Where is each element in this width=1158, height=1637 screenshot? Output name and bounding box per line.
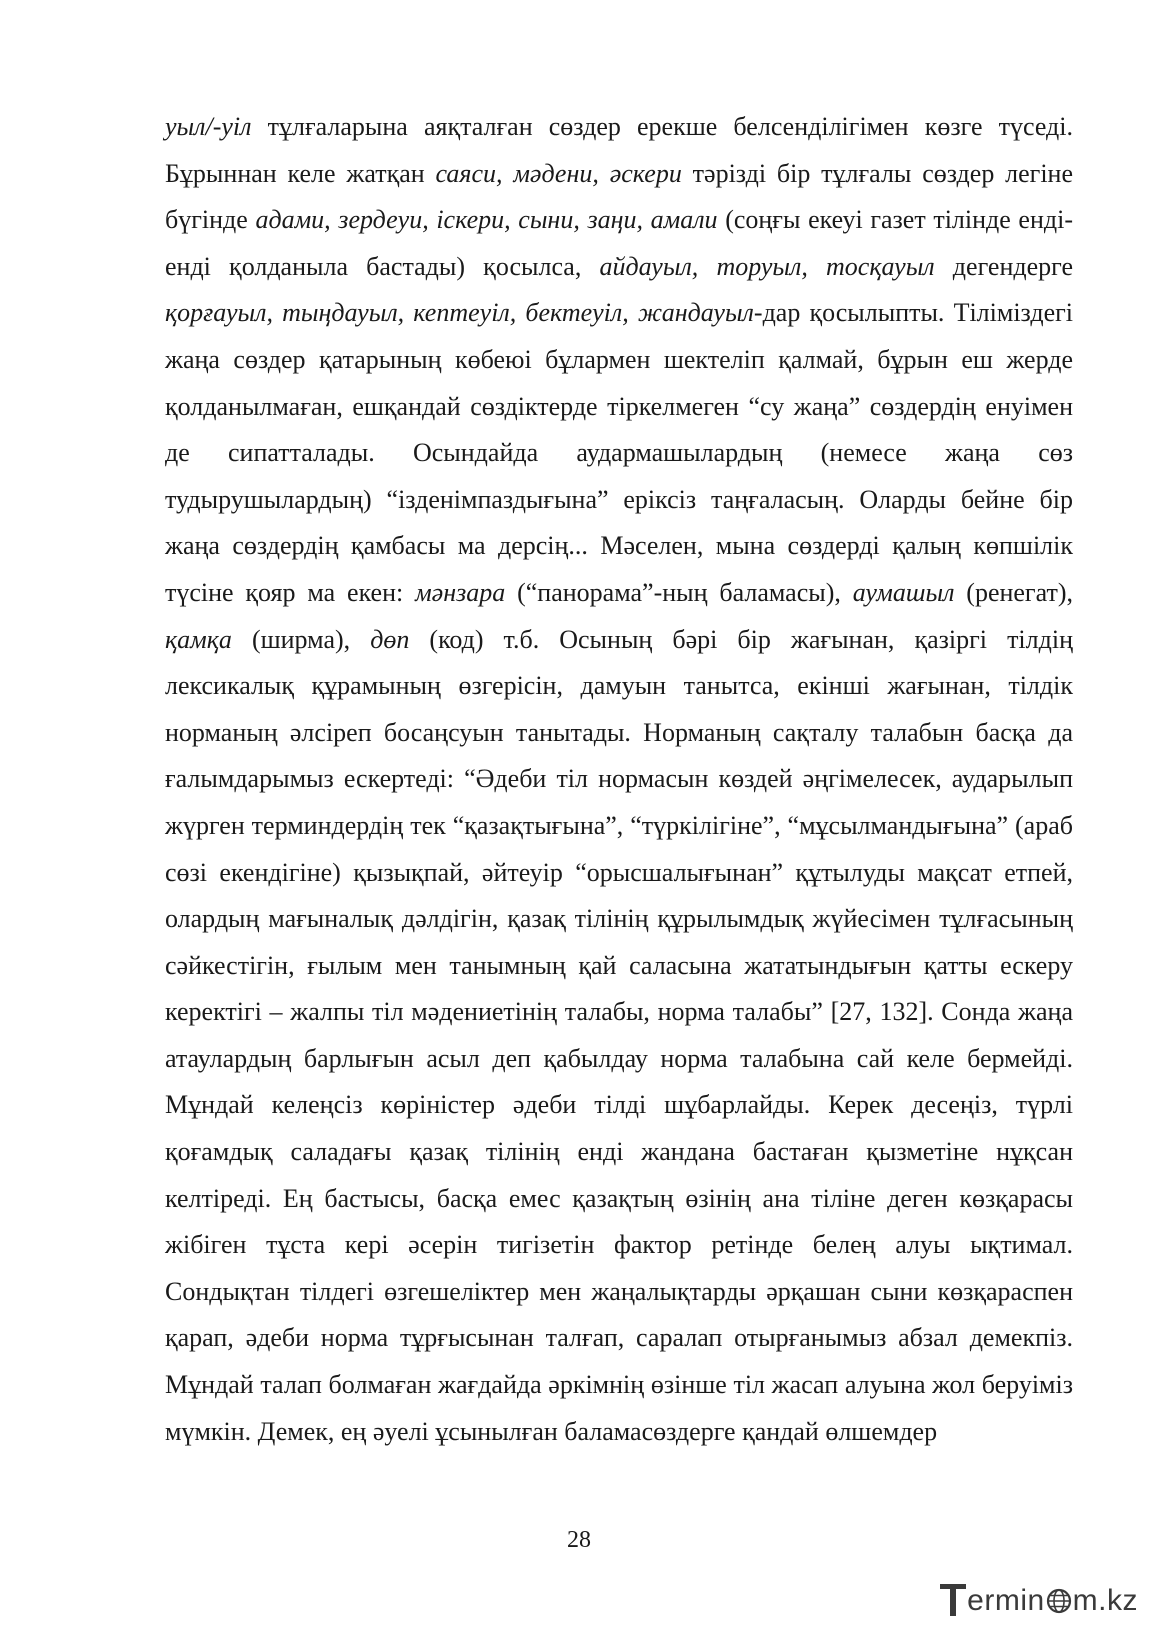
text-run: дегендерге: [934, 251, 1073, 281]
site-watermark-logo: [940, 1584, 1138, 1616]
watermark-t-glyph: [940, 1584, 966, 1616]
italic-term-run: аумашыл: [852, 577, 955, 607]
watermark-text-end: m.kz: [1072, 1584, 1138, 1617]
page-body: [165, 104, 1073, 1455]
page-number: 28: [567, 1527, 591, 1553]
italic-term-run: қорғауыл, тыңдауыл, кептеуіл, бектеуіл, жандауыл: [165, 298, 754, 328]
globe-icon: [1046, 1588, 1072, 1614]
text-run: -дар қосылыпты. Тіліміздегі жаңа сөздер қатарының көбеюі бұлармен шектеліп қалмай, бұрын еш жерде қолданылмаған, ешқандай сөздіктерде тіркелмеген “су жаңа” сөздердің енуімен де сипатталады. Осындайда аудармашылардың (немесе жаңа сөз тудырушылардың) “ізденімпаздығына” еріксіз таңғаласың. Оларды бейне бір жаңа сөздердің қамбасы ма дерсің... Мәселен, мына сөздерді қалың көпшілік түсіне қояр ма екен:: [165, 298, 1074, 607]
text-run: тұлғаларына аяқталған сөздер ерекше белсенділігімен көзге түседі. Бұрыннан келе жатқан: [165, 112, 1073, 188]
body-paragraph: [165, 104, 1073, 1455]
text-run: тәрізді бір тұлғалы сөздер легіне бүгінде: [165, 158, 1074, 235]
italic-term-run: қамқа: [165, 624, 232, 654]
italic-term-run: дөп: [370, 624, 410, 654]
italic-term-run: айдауыл, торуыл, тосқауыл: [599, 251, 935, 281]
italic-term-run: уыл/-уіл: [165, 112, 252, 141]
text-run: (ширма),: [231, 624, 371, 654]
text-run: (код) т.б. Осының бәрі бір жағынан, қазіргі тілдің лексикалық құрамының өзгерісін, дамуын танытса, екінші жағынан, тілдік норманың әлсіреп босаңсуын танытады. Норманың сақталу талабын басқа да ғалымдарымыз ескертеді: “Әдеби тіл нормасын көздей әңгімелесек, аударылып жүрген терминдердің тек “қазақтығына”, “түркілігіне”, “мұсылмандығына” (араб сөзі екендігіне) қызықпай, әйтеуір “орысшалығынан” құтылуды мақсат етпей, олардың мағыналық дәлдігін, қазақ тілінің құрылымдық жүйесімен тұлғасының сәйкестігін, ғылым мен танымның қай саласына жататындығын қатты ескеру керектігі – жалпы тіл мәдениетінің талабы, норма талабы” [27, 132]. Сонда жаңа атаулардың барлығын асыл деп қабылдау норма талабына сай келе бермейді. Мұндай келеңсіз көріністер әдеби тілді шұбарлайды. Керек десеңіз, түрлі қоғамдық саладағы қазақ тілінің енді жандана бастаған қызметіне нұқсан келтіреді. Ең бастысы, басқа емес қазақтың өзінің ана тіліне деген көзқарасы жібіген тұста кері әсерін тигізетін фактор ретінде белең алуы ықтимал. Сондықтан тілдегі өзгешеліктер мен жаңалықтарды әрқашан сыни көзқараспен қарап, әдеби норма тұрғысынан талғап, саралап отырғанымыз абзал демекпіз. Мұндай талап болмаған жағдайда әркімнің өзінше тіл жасап алуына жол беруіміз мүмкін. Демек, ең әуелі ұсынылған баламасөздерге қандай өлшемдер: [165, 624, 1073, 1446]
text-run: (“панорама”-ның баламасы),: [505, 577, 853, 607]
text-run: (соңғы екеуі газет тілінде енді-енді қолданыла бастады) қосылса,: [165, 205, 1073, 281]
italic-term-run: мәнзара: [415, 577, 506, 607]
italic-term-run: саяси, мәдени, әскери: [435, 158, 682, 188]
italic-term-run: адами, зердеуи, іскери, сыни, заңи, амали: [255, 205, 718, 235]
watermark-text-start: ermin: [967, 1584, 1045, 1617]
text-run: (ренегат),: [954, 577, 1073, 607]
